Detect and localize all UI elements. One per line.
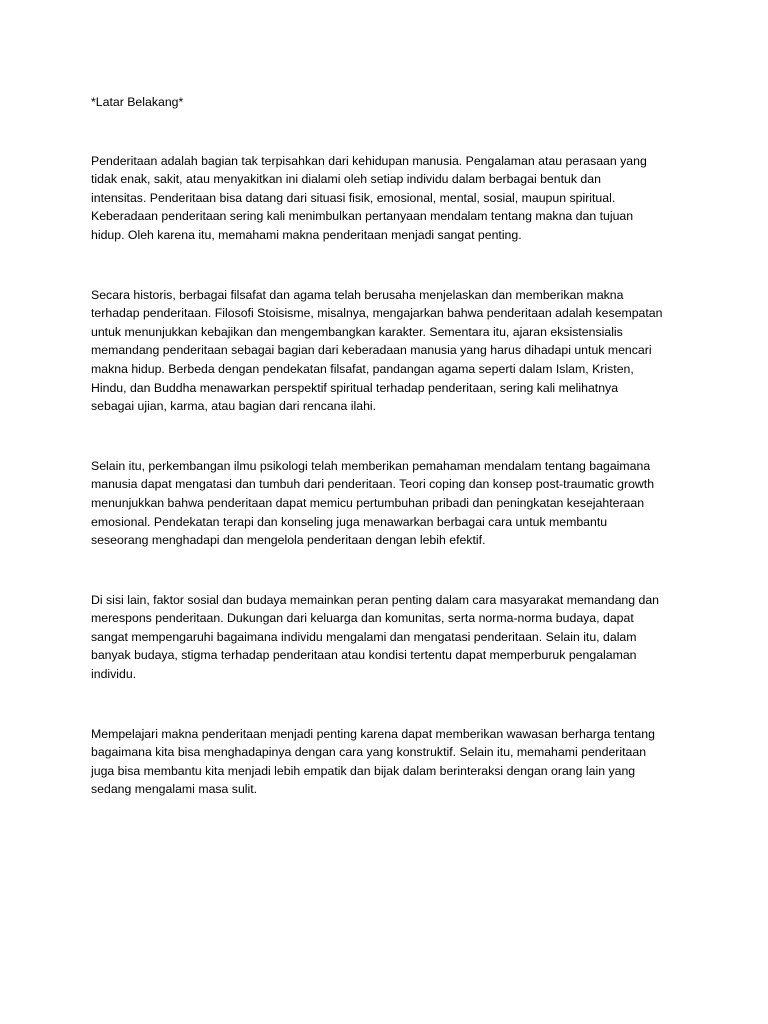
- paragraph-line: makna hidup. Berbeda dengan pendekatan filsafat, pandangan agama seperti dalam Islam, Kristen,: [91, 361, 634, 376]
- paragraph-2: [91, 286, 683, 416]
- paragraph-line: Keberadaan penderitaan sering kali menimbulkan pertanyaan mendalam tentang makna dan tujuan: [91, 209, 634, 224]
- paragraph-line: Mempelajari makna penderitaan menjadi penting karena dapat memberikan wawasan berharga tentang: [91, 726, 655, 741]
- paragraph-5: [91, 725, 683, 799]
- paragraph-line: hidup. Oleh karena itu, memahami makna penderitaan menjadi sangat penting.: [91, 227, 522, 242]
- paragraph-line: Penderitaan adalah bagian tak terpisahkan dari kehidupan manusia. Pengalaman atau perasaan yang: [91, 153, 647, 168]
- paragraph-line: seseorang menghadapi dan mengelola penderitaan dengan lebih efektif.: [91, 533, 486, 548]
- paragraph-line: terhadap penderitaan. Filosofi Stoisisme, misalnya, mengajarkan bahwa penderitaan adalah kesempatan: [91, 306, 663, 321]
- paragraph-line: manusia dapat mengatasi dan tumbuh dari penderitaan. Teori coping dan konsep post-traumatic growth: [91, 477, 655, 492]
- paragraph-line: juga bisa membantu kita menjadi lebih empatik dan bijak dalam berinteraksi dengan orang lain yang: [91, 763, 636, 778]
- paragraph-line: sebagai ujian, karma, atau bagian dari rencana ilahi.: [91, 399, 377, 414]
- paragraph-line: Di sisi lain, faktor sosial dan budaya memainkan peran penting dalam cara masyarakat memandang dan: [91, 592, 660, 607]
- paragraph-1: [91, 152, 683, 245]
- paragraph-line: sangat mempengaruhi bagaimana individu mengalami dan mengatasi penderitaan. Selain itu, dalam: [91, 629, 637, 644]
- paragraph-line: merespons penderitaan. Dukungan dari keluarga dan komunitas, serta norma-norma budaya, dapat: [91, 611, 634, 626]
- paragraph-3: [91, 457, 683, 550]
- paragraph-line: Selain itu, perkembangan ilmu psikologi telah memberikan pemahaman mendalam tentang bagaimana: [91, 458, 651, 473]
- section-heading: *Latar Belakang*: [91, 95, 184, 109]
- paragraph-line: Hindu, dan Buddha menawarkan perspektif spiritual terhadap penderitaan, sering kali melihatnya: [91, 380, 619, 395]
- paragraph-line: tidak enak, sakit, atau menyakitkan ini dialami oleh setiap individu dalam berbagai bentuk dan: [91, 172, 601, 187]
- paragraph-line: intensitas. Penderitaan bisa datang dari situasi fisik, emosional, mental, sosial, maupun spiritual.: [91, 190, 616, 205]
- paragraph-line: Secara historis, berbagai filsafat dan agama telah berusaha menjelaskan dan memberikan makna: [91, 287, 624, 302]
- paragraph-line: emosional. Pendekatan terapi dan konseling juga menawarkan berbagai cara untuk membantu: [91, 514, 608, 529]
- document-body: [91, 93, 683, 840]
- paragraph-line: bagaimana kita bisa menghadapinya dengan cara yang konstruktif. Selain itu, memahami penderitaan: [91, 745, 647, 760]
- paragraph-line: memandang penderitaan sebagai bagian dari keberadaan manusia yang harus dihadapi untuk mencari: [91, 343, 652, 358]
- paragraph-4: [91, 591, 683, 684]
- paragraph-line: untuk menunjukkan kebajikan dan mengembangkan karakter. Sementara itu, ajaran eksistensialis: [91, 324, 623, 339]
- paragraph-line: sedang mengalami masa sulit.: [91, 782, 258, 797]
- paragraph-line: individu.: [91, 667, 137, 682]
- paragraph-line: menunjukkan bahwa penderitaan dapat memicu pertumbuhan pribadi dan peningkatan kesejahteraan: [91, 495, 645, 510]
- paragraph-line: banyak budaya, stigma terhadap penderitaan atau kondisi tertentu dapat memperburuk pengalaman: [91, 648, 637, 663]
